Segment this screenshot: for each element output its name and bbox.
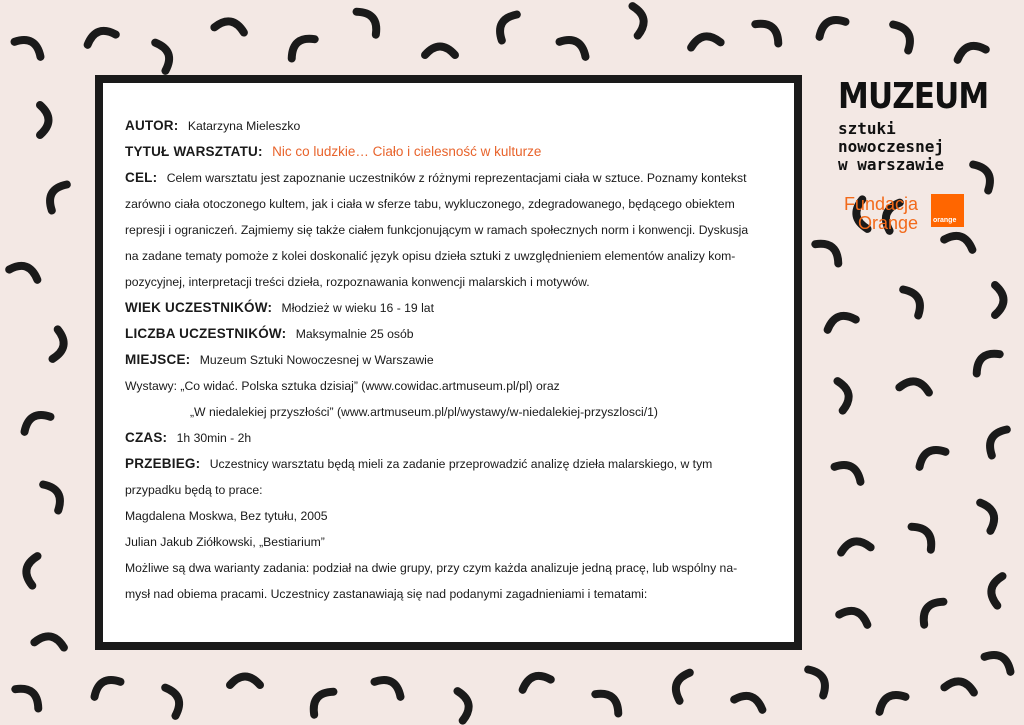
museum-subtitle-line: nowoczesnej [838, 137, 944, 156]
squiggle-mark [839, 607, 870, 625]
squiggle-mark [893, 20, 915, 50]
squiggle-mark [44, 180, 66, 210]
squiggle-mark [165, 685, 183, 716]
squiggle-mark [899, 379, 930, 393]
process-text: Uczestnicy warsztatu będą mieli za zadanie przeprowadzić analizę dzieła malarskiego, w tym [209, 457, 713, 471]
squiggle-mark [995, 285, 1004, 315]
squiggle-mark [840, 539, 871, 553]
museum-subtitle-line: w warszawie [838, 155, 944, 174]
age-row [125, 295, 775, 321]
process-row [125, 451, 775, 477]
foundation-name [838, 195, 918, 233]
variants-text: mysł nad obiema pracami. Uczestnicy zastanawiają się nad podanymi zagadnieniami i tematami: [125, 587, 648, 601]
title-row [125, 139, 775, 165]
age-label: WIEK UCZESTNIKÓW: [125, 300, 273, 315]
museum-logo [838, 76, 989, 233]
squiggle-mark [357, 6, 383, 34]
squiggle-mark [918, 596, 944, 624]
squiggle-mark [808, 665, 830, 695]
squiggle-mark [989, 575, 1003, 606]
exhibitions-line: „W niedalekiej przyszłości” (www.artmuseum.pl/pl/wystawy/w-niedalekiej-przyszlosci/1) [190, 405, 658, 419]
process-label: PRZEBIEG: [125, 456, 201, 471]
squiggle-mark [24, 555, 38, 586]
goal-line: na zadane tematy pomoże z kolei doskonalić język opisu dzieła sztuki z uwzględnieniem elementów analizy kom- [125, 249, 736, 263]
workshop-card [95, 75, 802, 650]
artwork-item: Magdalena Moskwa, Bez tytułu, 2005 [125, 509, 328, 523]
squiggle-mark [734, 692, 765, 710]
squiggle-mark [286, 33, 314, 59]
workshop-details [125, 113, 775, 607]
place-label: MIEJSCE: [125, 352, 191, 367]
squiggle-mark [632, 5, 646, 36]
squiggle-mark [815, 14, 845, 36]
squiggle-mark [230, 677, 260, 686]
squiggle-mark [40, 105, 49, 135]
squiggle-mark [15, 683, 43, 709]
squiggle-mark [43, 480, 65, 510]
variants-text: Możliwe są dwa warianty zadania: podział na dwie grupy, przy czym każda analizuje jedną pracę, lub wspólny na- [125, 561, 738, 575]
squiggle-mark [875, 689, 905, 711]
squiggle-mark [835, 459, 865, 481]
squiggle-mark [971, 348, 999, 374]
squiggle-mark [944, 232, 975, 250]
museum-wordmark: MUZEUM [838, 76, 989, 117]
squiggle-mark [915, 444, 945, 466]
squiggle-mark [85, 27, 116, 45]
squiggle-mark [520, 672, 551, 690]
squiggle-mark [672, 670, 690, 701]
author-label: AUTOR: [125, 118, 179, 133]
age-value: Młodzież w wieku 16 - 19 lat [281, 301, 434, 315]
foundation-line: Fundacja [843, 194, 918, 214]
squiggle-mark [560, 34, 590, 56]
squiggle-mark [985, 649, 1015, 671]
squiggle-mark [52, 329, 66, 360]
museum-subtitle-line: sztuki [838, 119, 896, 138]
squiggle-mark [155, 40, 173, 71]
squiggle-mark [9, 262, 40, 280]
squiggle-mark [425, 47, 455, 56]
foundation-line: Orange [857, 213, 918, 233]
squiggle-mark [494, 10, 516, 40]
squiggle-mark [755, 18, 783, 44]
squiggle-mark [912, 521, 938, 549]
artwork-item: Julian Jakub Ziółkowski, „Bestiarium” [125, 535, 325, 549]
orange-logo [931, 194, 964, 227]
goal-row [125, 165, 775, 191]
count-row [125, 321, 775, 347]
goal-line: represji i ograniczeń. Zajmiemy się także ciałem funkcjonującym w ramach społecznych norm i konwencji. Dyskusja [125, 223, 749, 237]
goal-label: CEL: [125, 170, 158, 185]
goal-line: Celem warsztatu jest zapoznanie uczestników z różnymi reprezentacjami ciała w sztuce. Poznamy kontekst [166, 171, 747, 185]
squiggle-mark [955, 42, 986, 60]
squiggle-mark [595, 688, 623, 714]
squiggle-mark [375, 674, 405, 696]
squiggle-mark [944, 679, 975, 693]
time-value: 1h 30min - 2h [176, 431, 252, 445]
squiggle-mark [825, 312, 856, 330]
squiggle-mark [837, 380, 851, 411]
squiggle-mark [20, 409, 50, 431]
place-value: Muzeum Sztuki Nowoczesnej w Warszawie [199, 353, 434, 367]
squiggle-mark [980, 500, 998, 531]
squiggle-mark [815, 238, 843, 264]
squiggle-mark [90, 674, 120, 696]
place-row [125, 347, 775, 373]
squiggle-mark [903, 285, 925, 315]
count-value: Maksymalnie 25 osób [295, 327, 414, 341]
squiggle-mark [690, 34, 721, 48]
process-text: przypadku będą to prace: [125, 483, 263, 497]
squiggle-mark [457, 690, 471, 721]
time-row [125, 425, 775, 451]
exhibitions-line: Wystawy: „Co widać. Polska sztuka dzisiaj” (www.cowidac.artmuseum.pl/pl) oraz [125, 379, 560, 393]
goal-line: pozycyjnej, interpretacji treści dzieła, rozpoznawania konwencji malarskich i motywów. [125, 275, 590, 289]
title-label: TYTUŁ WARSZTATU: [125, 144, 263, 159]
workshop-title: Nic co ludzkie… Ciało i cielesność w kulturze [272, 144, 542, 159]
squiggle-mark [34, 634, 65, 648]
author-value: Katarzyna Mieleszko [187, 119, 301, 133]
orange-badge-text: orange [933, 217, 957, 224]
time-label: CZAS: [125, 430, 168, 445]
count-label: LICZBA UCZESTNIKÓW: [125, 326, 287, 341]
goal-line: zarówno ciała otoczonego kultem, jak i ciała w sferze tabu, wykluczonego, zdegradowanego, będącego obiektem [125, 197, 735, 211]
squiggle-mark [214, 19, 245, 33]
squiggle-mark [15, 34, 45, 56]
author-row [125, 113, 775, 139]
squiggle-mark [308, 686, 334, 714]
squiggle-mark [984, 425, 1006, 455]
